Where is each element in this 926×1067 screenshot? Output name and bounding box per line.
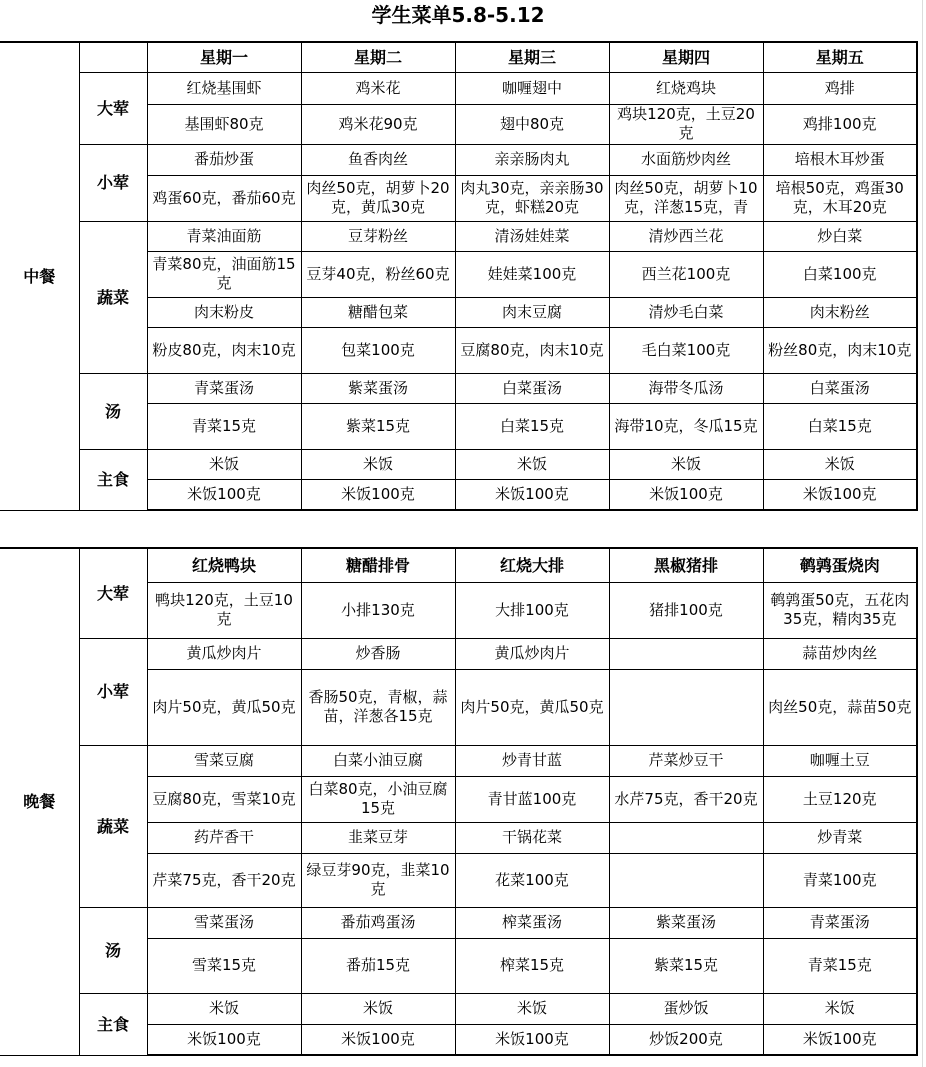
meal-label-lunch: 中餐 xyxy=(0,42,79,510)
dish-cell[interactable] xyxy=(609,638,763,669)
dish-cell[interactable]: 鸡排 xyxy=(763,72,917,104)
dish-cell[interactable]: 糖醋包菜 xyxy=(301,297,455,327)
ingredient-cell[interactable]: 米饭100克 xyxy=(147,1024,301,1055)
ingredient-cell[interactable]: 培根50克，鸡蛋30克，木耳20克 xyxy=(763,175,917,221)
ingredient-cell[interactable]: 水芹75克，香干20克 xyxy=(609,776,763,822)
dish-cell[interactable]: 白菜小油豆腐 xyxy=(301,745,455,776)
category-label: 主食 xyxy=(79,449,147,510)
ingredient-cell[interactable]: 米饭100克 xyxy=(301,1024,455,1055)
ingredient-cell[interactable]: 青菜100克 xyxy=(763,853,917,907)
dish-cell[interactable]: 雪菜豆腐 xyxy=(147,745,301,776)
dish-cell[interactable]: 米饭 xyxy=(763,993,917,1024)
ingredient-cell[interactable] xyxy=(609,853,763,907)
menu-title: 学生菜单5.8-5.12 xyxy=(0,0,916,41)
ingredient-cell[interactable] xyxy=(609,669,763,745)
dish-cell[interactable]: 咖喱翅中 xyxy=(455,72,609,104)
dish-cell[interactable]: 红烧大排 xyxy=(455,548,609,582)
ingredient-cell[interactable]: 米饭100克 xyxy=(763,479,917,510)
category-label: 大荤 xyxy=(79,548,147,638)
dish-row xyxy=(0,449,917,479)
dish-cell[interactable]: 芹菜炒豆干 xyxy=(609,745,763,776)
dish-row xyxy=(0,373,917,403)
dish-cell[interactable]: 鱼香肉丝 xyxy=(301,144,455,175)
dish-row xyxy=(0,144,917,175)
dish-cell[interactable]: 白菜蛋汤 xyxy=(455,373,609,403)
ingredient-cell[interactable]: 青菜15克 xyxy=(147,403,301,449)
ingredient-cell[interactable]: 青菜80克，油面筋15克 xyxy=(147,251,301,297)
ingredient-cell[interactable]: 白菜15克 xyxy=(763,403,917,449)
dish-cell[interactable]: 番茄炒蛋 xyxy=(147,144,301,175)
dish-cell[interactable]: 黑椒猪排 xyxy=(609,548,763,582)
dish-row xyxy=(0,221,917,251)
dish-cell[interactable]: 红烧鸭块 xyxy=(147,548,301,582)
dish-cell[interactable]: 水面筋炒肉丝 xyxy=(609,144,763,175)
ingredient-cell[interactable]: 包菜100克 xyxy=(301,327,455,373)
dish-row xyxy=(0,638,917,669)
category-label: 主食 xyxy=(79,993,147,1055)
ingredient-cell[interactable]: 粉丝80克，肉末10克 xyxy=(763,327,917,373)
ingredient-cell[interactable]: 米饭100克 xyxy=(301,479,455,510)
ingredient-cell[interactable]: 鸡块120克，土豆20克 xyxy=(609,104,763,144)
dish-cell[interactable]: 肉末豆腐 xyxy=(455,297,609,327)
dish-cell[interactable]: 番茄鸡蛋汤 xyxy=(301,907,455,938)
ingredient-cell[interactable]: 西兰花100克 xyxy=(609,251,763,297)
category-label: 汤 xyxy=(79,907,147,993)
ingredient-cell[interactable]: 米饭100克 xyxy=(147,479,301,510)
ingredient-cell[interactable]: 肉片50克，黄瓜50克 xyxy=(455,669,609,745)
ingredient-cell[interactable]: 花菜100克 xyxy=(455,853,609,907)
dish-cell[interactable]: 炒青甘蓝 xyxy=(455,745,609,776)
dish-cell[interactable]: 清汤娃娃菜 xyxy=(455,221,609,251)
dish-row xyxy=(0,993,917,1024)
ingredient-cell[interactable]: 芹菜75克，香干20克 xyxy=(147,853,301,907)
dish-cell[interactable]: 糖醋排骨 xyxy=(301,548,455,582)
ingredient-cell[interactable]: 雪菜15克 xyxy=(147,938,301,993)
ingredient-cell[interactable]: 基围虾80克 xyxy=(147,104,301,144)
ingredient-cell[interactable]: 白菜100克 xyxy=(763,251,917,297)
day-header[interactable]: 星期五 xyxy=(763,42,917,72)
ingredient-cell[interactable]: 肉丝50克，蒜苗50克 xyxy=(763,669,917,745)
dish-cell[interactable]: 蒜苗炒肉丝 xyxy=(763,638,917,669)
ingredient-cell[interactable]: 米饭100克 xyxy=(763,1024,917,1055)
dish-cell[interactable]: 豆芽粉丝 xyxy=(301,221,455,251)
dish-cell[interactable]: 韭菜豆芽 xyxy=(301,822,455,853)
category-label: 蔬菜 xyxy=(79,221,147,373)
ingredient-cell[interactable]: 番茄15克 xyxy=(301,938,455,993)
dish-cell[interactable]: 鹌鹑蛋烧肉 xyxy=(763,548,917,582)
lunch-menu-table xyxy=(0,41,918,511)
dish-row xyxy=(0,548,917,582)
ingredient-cell[interactable]: 米饭100克 xyxy=(455,479,609,510)
dish-cell[interactable]: 米饭 xyxy=(455,449,609,479)
dish-cell[interactable]: 红烧鸡块 xyxy=(609,72,763,104)
dish-row xyxy=(0,745,917,776)
ingredient-cell[interactable]: 肉丸30克，亲亲肠30克，虾糕20克 xyxy=(455,175,609,221)
dish-cell[interactable] xyxy=(609,822,763,853)
ingredient-cell[interactable]: 肉丝50克，胡萝卜20克，黄瓜30克 xyxy=(301,175,455,221)
ingredient-cell[interactable]: 娃娃菜100克 xyxy=(455,251,609,297)
ingredient-cell[interactable]: 鸭块120克，土豆10克 xyxy=(147,582,301,638)
dish-cell[interactable]: 米饭 xyxy=(609,449,763,479)
ingredient-cell[interactable]: 鸡排100克 xyxy=(763,104,917,144)
dish-cell[interactable]: 炒白菜 xyxy=(763,221,917,251)
dish-cell[interactable]: 米饭 xyxy=(455,993,609,1024)
dish-cell[interactable]: 白菜蛋汤 xyxy=(763,373,917,403)
dinner-menu-table xyxy=(0,547,918,1056)
ingredient-cell[interactable]: 猪排100克 xyxy=(609,582,763,638)
dish-cell[interactable]: 海带冬瓜汤 xyxy=(609,373,763,403)
dish-cell[interactable]: 肉末粉丝 xyxy=(763,297,917,327)
dish-cell[interactable]: 榨菜蛋汤 xyxy=(455,907,609,938)
ingredient-cell[interactable]: 绿豆芽90克，韭菜10克 xyxy=(301,853,455,907)
dish-cell[interactable]: 米饭 xyxy=(147,993,301,1024)
dish-cell[interactable]: 炒青菜 xyxy=(763,822,917,853)
dish-cell[interactable]: 黄瓜炒肉片 xyxy=(147,638,301,669)
ingredient-cell[interactable]: 鸡蛋60克，番茄60克 xyxy=(147,175,301,221)
dish-row xyxy=(0,72,917,104)
dish-cell[interactable]: 清炒毛白菜 xyxy=(609,297,763,327)
ingredient-cell[interactable]: 炒饭200克 xyxy=(609,1024,763,1055)
dish-cell[interactable]: 咖喱土豆 xyxy=(763,745,917,776)
ingredient-cell[interactable]: 青菜15克 xyxy=(763,938,917,993)
ingredient-cell[interactable]: 翅中80克 xyxy=(455,104,609,144)
ingredient-cell[interactable]: 鹌鹑蛋50克，五花肉35克，精肉35克 xyxy=(763,582,917,638)
ingredient-cell[interactable]: 小排130克 xyxy=(301,582,455,638)
ingredient-cell[interactable]: 榨菜15克 xyxy=(455,938,609,993)
dish-row xyxy=(0,907,917,938)
ingredient-cell[interactable]: 白菜15克 xyxy=(455,403,609,449)
category-label: 小荤 xyxy=(79,638,147,745)
ingredient-cell[interactable]: 海带10克，冬瓜15克 xyxy=(609,403,763,449)
dish-cell[interactable]: 米饭 xyxy=(763,449,917,479)
ingredient-cell[interactable]: 土豆120克 xyxy=(763,776,917,822)
dish-cell[interactable]: 米饭 xyxy=(301,993,455,1024)
ingredient-cell[interactable]: 大排100克 xyxy=(455,582,609,638)
category-label: 小荤 xyxy=(79,144,147,221)
category-label: 大荤 xyxy=(79,72,147,144)
dish-cell[interactable]: 干锅花菜 xyxy=(455,822,609,853)
dish-cell[interactable]: 雪菜蛋汤 xyxy=(147,907,301,938)
ingredient-cell[interactable]: 香肠50克，青椒，蒜苗，洋葱各15克 xyxy=(301,669,455,745)
ingredient-cell[interactable]: 紫菜15克 xyxy=(609,938,763,993)
dish-cell[interactable]: 青菜油面筋 xyxy=(147,221,301,251)
ingredient-cell[interactable]: 鸡米花90克 xyxy=(301,104,455,144)
meal-label-dinner: 晚餐 xyxy=(0,548,79,1055)
dish-cell[interactable]: 红烧基围虾 xyxy=(147,72,301,104)
dish-cell[interactable]: 清炒西兰花 xyxy=(609,221,763,251)
dish-cell[interactable]: 米饭 xyxy=(301,449,455,479)
dish-cell[interactable]: 亲亲肠肉丸 xyxy=(455,144,609,175)
ingredient-cell[interactable]: 青甘蓝100克 xyxy=(455,776,609,822)
day-header[interactable]: 星期一 xyxy=(147,42,301,72)
dish-cell[interactable]: 蛋炒饭 xyxy=(609,993,763,1024)
day-header-row xyxy=(0,42,917,72)
dish-cell[interactable]: 青菜蛋汤 xyxy=(763,907,917,938)
dish-cell[interactable]: 肉末粉皮 xyxy=(147,297,301,327)
dish-cell[interactable]: 青菜蛋汤 xyxy=(147,373,301,403)
section-gap xyxy=(0,519,916,547)
ingredient-cell[interactable]: 豆腐80克，雪菜10克 xyxy=(147,776,301,822)
day-header[interactable]: 星期三 xyxy=(455,42,609,72)
ingredient-cell[interactable]: 粉皮80克，肉末10克 xyxy=(147,327,301,373)
ingredient-cell[interactable]: 紫菜15克 xyxy=(301,403,455,449)
ingredient-cell[interactable]: 米饭100克 xyxy=(609,479,763,510)
dish-cell[interactable]: 黄瓜炒肉片 xyxy=(455,638,609,669)
dish-cell[interactable]: 鸡米花 xyxy=(301,72,455,104)
ingredient-cell[interactable]: 豆腐80克，肉末10克 xyxy=(455,327,609,373)
ingredient-cell[interactable]: 白菜80克，小油豆腐15克 xyxy=(301,776,455,822)
ingredient-cell[interactable]: 肉片50克，黄瓜50克 xyxy=(147,669,301,745)
dish-cell[interactable]: 药芹香干 xyxy=(147,822,301,853)
category-label: 汤 xyxy=(79,373,147,449)
category-label: 蔬菜 xyxy=(79,745,147,907)
dish-cell[interactable]: 紫菜蛋汤 xyxy=(301,373,455,403)
corner-cell xyxy=(79,42,147,72)
ingredient-cell[interactable]: 肉丝50克，胡萝卜10克，洋葱15克，青 xyxy=(609,175,763,221)
dish-cell[interactable]: 培根木耳炒蛋 xyxy=(763,144,917,175)
ingredient-cell[interactable]: 毛白菜100克 xyxy=(609,327,763,373)
ingredient-cell[interactable]: 豆芽40克，粉丝60克 xyxy=(301,251,455,297)
dish-cell[interactable]: 米饭 xyxy=(147,449,301,479)
day-header[interactable]: 星期四 xyxy=(609,42,763,72)
day-header[interactable]: 星期二 xyxy=(301,42,455,72)
dish-cell[interactable]: 紫菜蛋汤 xyxy=(609,907,763,938)
dish-cell[interactable]: 炒香肠 xyxy=(301,638,455,669)
grid-line xyxy=(922,0,923,1067)
ingredient-cell[interactable]: 米饭100克 xyxy=(455,1024,609,1055)
